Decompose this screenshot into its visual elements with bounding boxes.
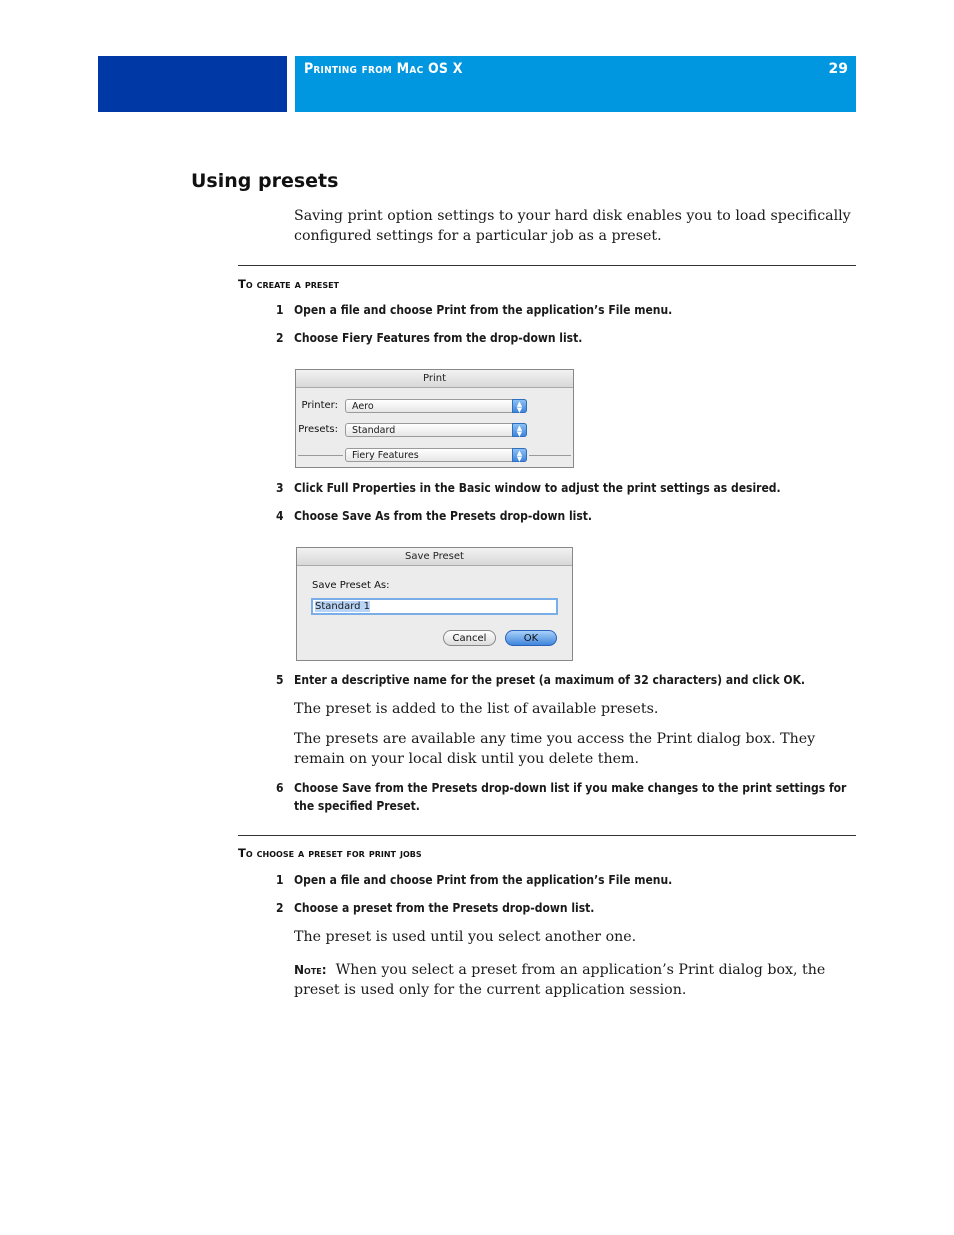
page-number: 29 [828,61,848,77]
procedure-title: To choose a preset for print jobs [238,846,422,860]
body-paragraph: The preset is used until you select another one. [294,929,637,945]
cancel-button[interactable]: Cancel [443,630,496,646]
step-text: Enter a descriptive name for the preset (a maximum of 32 characters) and click OK. [294,673,806,687]
section-heading: Using presets [191,170,339,192]
save-as-label: Save Preset As: [312,580,390,591]
save-preset-dialog [296,547,573,661]
printer-value: Aero [352,401,374,412]
step-text: Choose Save from the Presets drop-down list if you make changes to the print settings for the specified Preset. [294,781,847,813]
step-number: 5 [276,673,284,687]
step-number: 6 [276,781,284,795]
popup-arrows-icon: ▲ ▼ [512,423,527,437]
step-number: 1 [276,873,284,887]
step-text: Click Full Properties in the Basic window to adjust the print settings as desired. [294,481,781,495]
ok-button[interactable]: OK [505,630,557,646]
step-number: 4 [276,509,284,523]
presets-popup[interactable] [345,423,527,437]
step-text: Open a file and choose Print from the application’s File menu. [294,873,673,887]
print-dialog [295,369,574,468]
body-paragraph: The presets are available any time you access the Print dialog box. They remain on your local disk until you delete them. [294,731,816,767]
step-number: 3 [276,481,284,495]
dialog-title: Print [296,370,573,388]
separator-line [298,455,343,456]
printer-label: Printer: [301,400,338,411]
step-text: Choose a preset from the Presets drop-down list. [294,901,595,915]
header-section-title: Printing from Mac OS X [304,61,463,77]
step-text: Choose Save As from the Presets drop-down list. [294,509,593,523]
step-text: Open a file and choose Print from the application’s File menu. [294,303,673,317]
procedure-title: To create a preset [238,277,340,291]
presets-value: Standard [352,425,396,436]
panel-value: Fiery Features [352,450,419,461]
step-text: Choose Fiery Features from the drop-down list. [294,331,583,345]
note-label: Note: [294,963,327,977]
procedure-divider [238,835,856,836]
intro-paragraph: Saving print option settings to your hard disk enables you to load specifically configured settings for a particular job as a preset. [294,208,851,244]
popup-arrows-icon: ▲ ▼ [512,448,527,462]
separator-line [529,455,571,456]
body-paragraph: The preset is added to the list of available presets. [294,701,659,717]
header-bar-left [98,56,287,112]
popup-arrows-icon: ▲ ▼ [512,399,527,413]
step-number: 2 [276,901,284,915]
preset-name-value: Standard 1 [315,601,371,612]
note-paragraph [294,960,854,1000]
dialog-title: Save Preset [297,548,572,566]
printer-popup[interactable] [345,399,527,413]
presets-label: Presets: [298,424,338,435]
note-text: When you select a preset from an application’s Print dialog box, the preset is used only for the current application session. [294,962,826,998]
preset-name-field[interactable] [311,598,558,615]
step-number: 2 [276,331,284,345]
procedure-divider [238,265,856,266]
panel-popup[interactable] [345,448,527,462]
step-number: 1 [276,303,284,317]
